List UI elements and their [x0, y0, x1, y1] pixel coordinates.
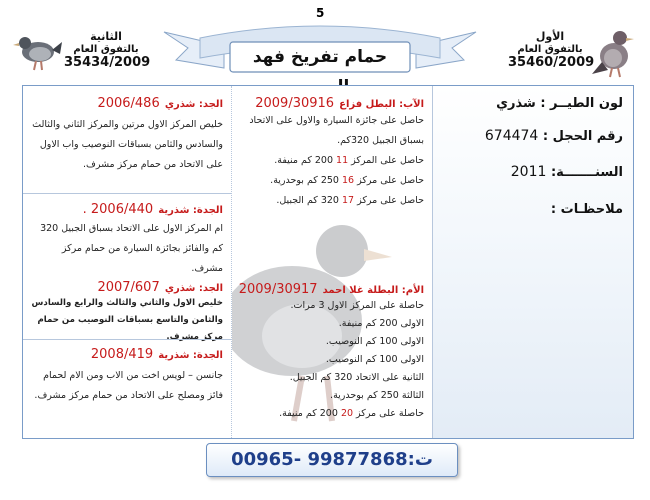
- year-value: 2011: [510, 164, 547, 180]
- left-award-number: 35434/2009: [64, 55, 151, 70]
- grandparents-column: [23, 86, 231, 438]
- mother-line-3: الاولى 100 كم النوصيب.: [325, 336, 424, 347]
- mother-line-4: الاولى 100 كم النوصيب.: [325, 354, 424, 365]
- gm1-section: [23, 198, 231, 279]
- gm1-label: الجدة: شذرية: [158, 205, 223, 216]
- year-label: السنـــــــة:: [550, 165, 623, 180]
- right-award: [508, 30, 595, 70]
- gm2-heading: [31, 343, 223, 362]
- left-award-rank: الثانية: [90, 30, 122, 43]
- gf2-label: الجد: شذري: [164, 283, 223, 294]
- gm1-heading: [31, 198, 223, 217]
- father-section: [232, 92, 432, 211]
- mother-line-5: الثانية على الاتحاد 320 كم الجبيل.: [289, 372, 424, 383]
- father-line-4: حاصل على مركز 17 320 كم الجبيل.: [276, 195, 424, 206]
- right-award-line: بالتفوق العام: [517, 44, 583, 55]
- gf1-heading: [31, 92, 223, 111]
- father-heading: [238, 92, 424, 111]
- mother-heading: [238, 278, 424, 297]
- gf2-text: خليص الاول والثاني والثالث والرابع والسادس والثامن والتاسع بسباقات النوصيب من حمام مركز مشرف.: [31, 298, 223, 342]
- mother-line-2: الاولى 200 كم منيفة.: [338, 318, 424, 329]
- left-award-pigeon-icon: [10, 22, 62, 74]
- father-reg: 2009/30916: [255, 96, 335, 111]
- father-line-1: حاصل على جائزة السيارة والاول على الاتحاد بسباق الجبيل 320كم.: [249, 115, 424, 146]
- gf2-section: [23, 276, 231, 346]
- phone-number: ت:99877868 -00965: [206, 443, 458, 477]
- gf1-section: [23, 92, 231, 175]
- mother-line-7: حاصلة على مركز 20 200 كم منيفة.: [279, 408, 424, 419]
- year-row: [511, 164, 623, 180]
- mother-reg: 2009/30917: [238, 282, 318, 297]
- gm2-section: [23, 343, 231, 406]
- page-title: حمام تفريخ فهد: [252, 47, 388, 67]
- mother-line-1: حاصلة على المركز الاول 3 مرات.: [290, 300, 424, 311]
- pedigree-frame: [22, 85, 634, 439]
- parents-column: [231, 86, 432, 438]
- title-banner: [160, 16, 480, 82]
- ring-row: [485, 128, 623, 144]
- gf1-label: الجد: شذري: [164, 99, 223, 110]
- gm2-reg: 2008/419: [90, 347, 154, 362]
- mother-line-6: الثالثة 250 كم بوحدرية.: [330, 390, 424, 401]
- ring-label: رقم الحجل :: [542, 129, 623, 144]
- right-award-rank: الأول: [535, 30, 565, 43]
- father-rank-3: 17: [341, 195, 355, 206]
- gm2-text: جانسن – لويس اخت من الاب ومن الام لحمام فائز ومصلح على الاتحاد من حمام مركز مشرف.: [34, 370, 223, 401]
- divider: [23, 193, 231, 194]
- gm1-reg: 2006/440 .: [82, 202, 154, 217]
- left-award: [64, 30, 151, 70]
- gf1-reg: 2006/486: [97, 96, 160, 111]
- gf2-heading: [31, 276, 223, 295]
- bird-info-panel: [432, 86, 633, 438]
- notes-label: ملاحظـات :: [550, 202, 623, 217]
- page-number: 5: [316, 6, 325, 20]
- mother-label: الأم: البطلة غلا احمد: [322, 285, 424, 296]
- father-label: الآب: البطل فزاع: [339, 99, 424, 110]
- gf1-text: خليص المركز الاول مرتين والمركز الثاني والثالث والسادس والثامن بسباقات النوصيب واب الاول على الاتحاد من حمام مركز مشرف.: [32, 119, 223, 170]
- father-line-2: حاصل على المركز 11 200 كم منيفة.: [274, 155, 424, 166]
- father-rank-1: 11: [336, 155, 349, 166]
- father-line-3: حاصل على مركز 16 250 كم بوحدرية.: [270, 175, 424, 186]
- father-rank-2: 16: [341, 175, 355, 186]
- mother-rank: 20: [340, 408, 354, 419]
- gf2-reg: 2007/607: [97, 280, 160, 295]
- mother-section: [232, 278, 432, 423]
- gm1-text: ام المركز الاول على الاتحاد بسباق الجبيل 320 كم والفائز بجائزة السيارة من حمام مركز مشرف.: [40, 223, 223, 274]
- right-award-pigeon-icon: [590, 22, 642, 78]
- color-label: لون الطيــر : شذري: [496, 96, 623, 111]
- divider: [23, 339, 231, 340]
- left-award-line: بالتفوق العام: [73, 44, 139, 55]
- right-award-number: 35460/2009: [508, 55, 595, 70]
- ring-value: 674474: [484, 128, 539, 144]
- gm2-label: الجدة: شذرية: [158, 350, 223, 361]
